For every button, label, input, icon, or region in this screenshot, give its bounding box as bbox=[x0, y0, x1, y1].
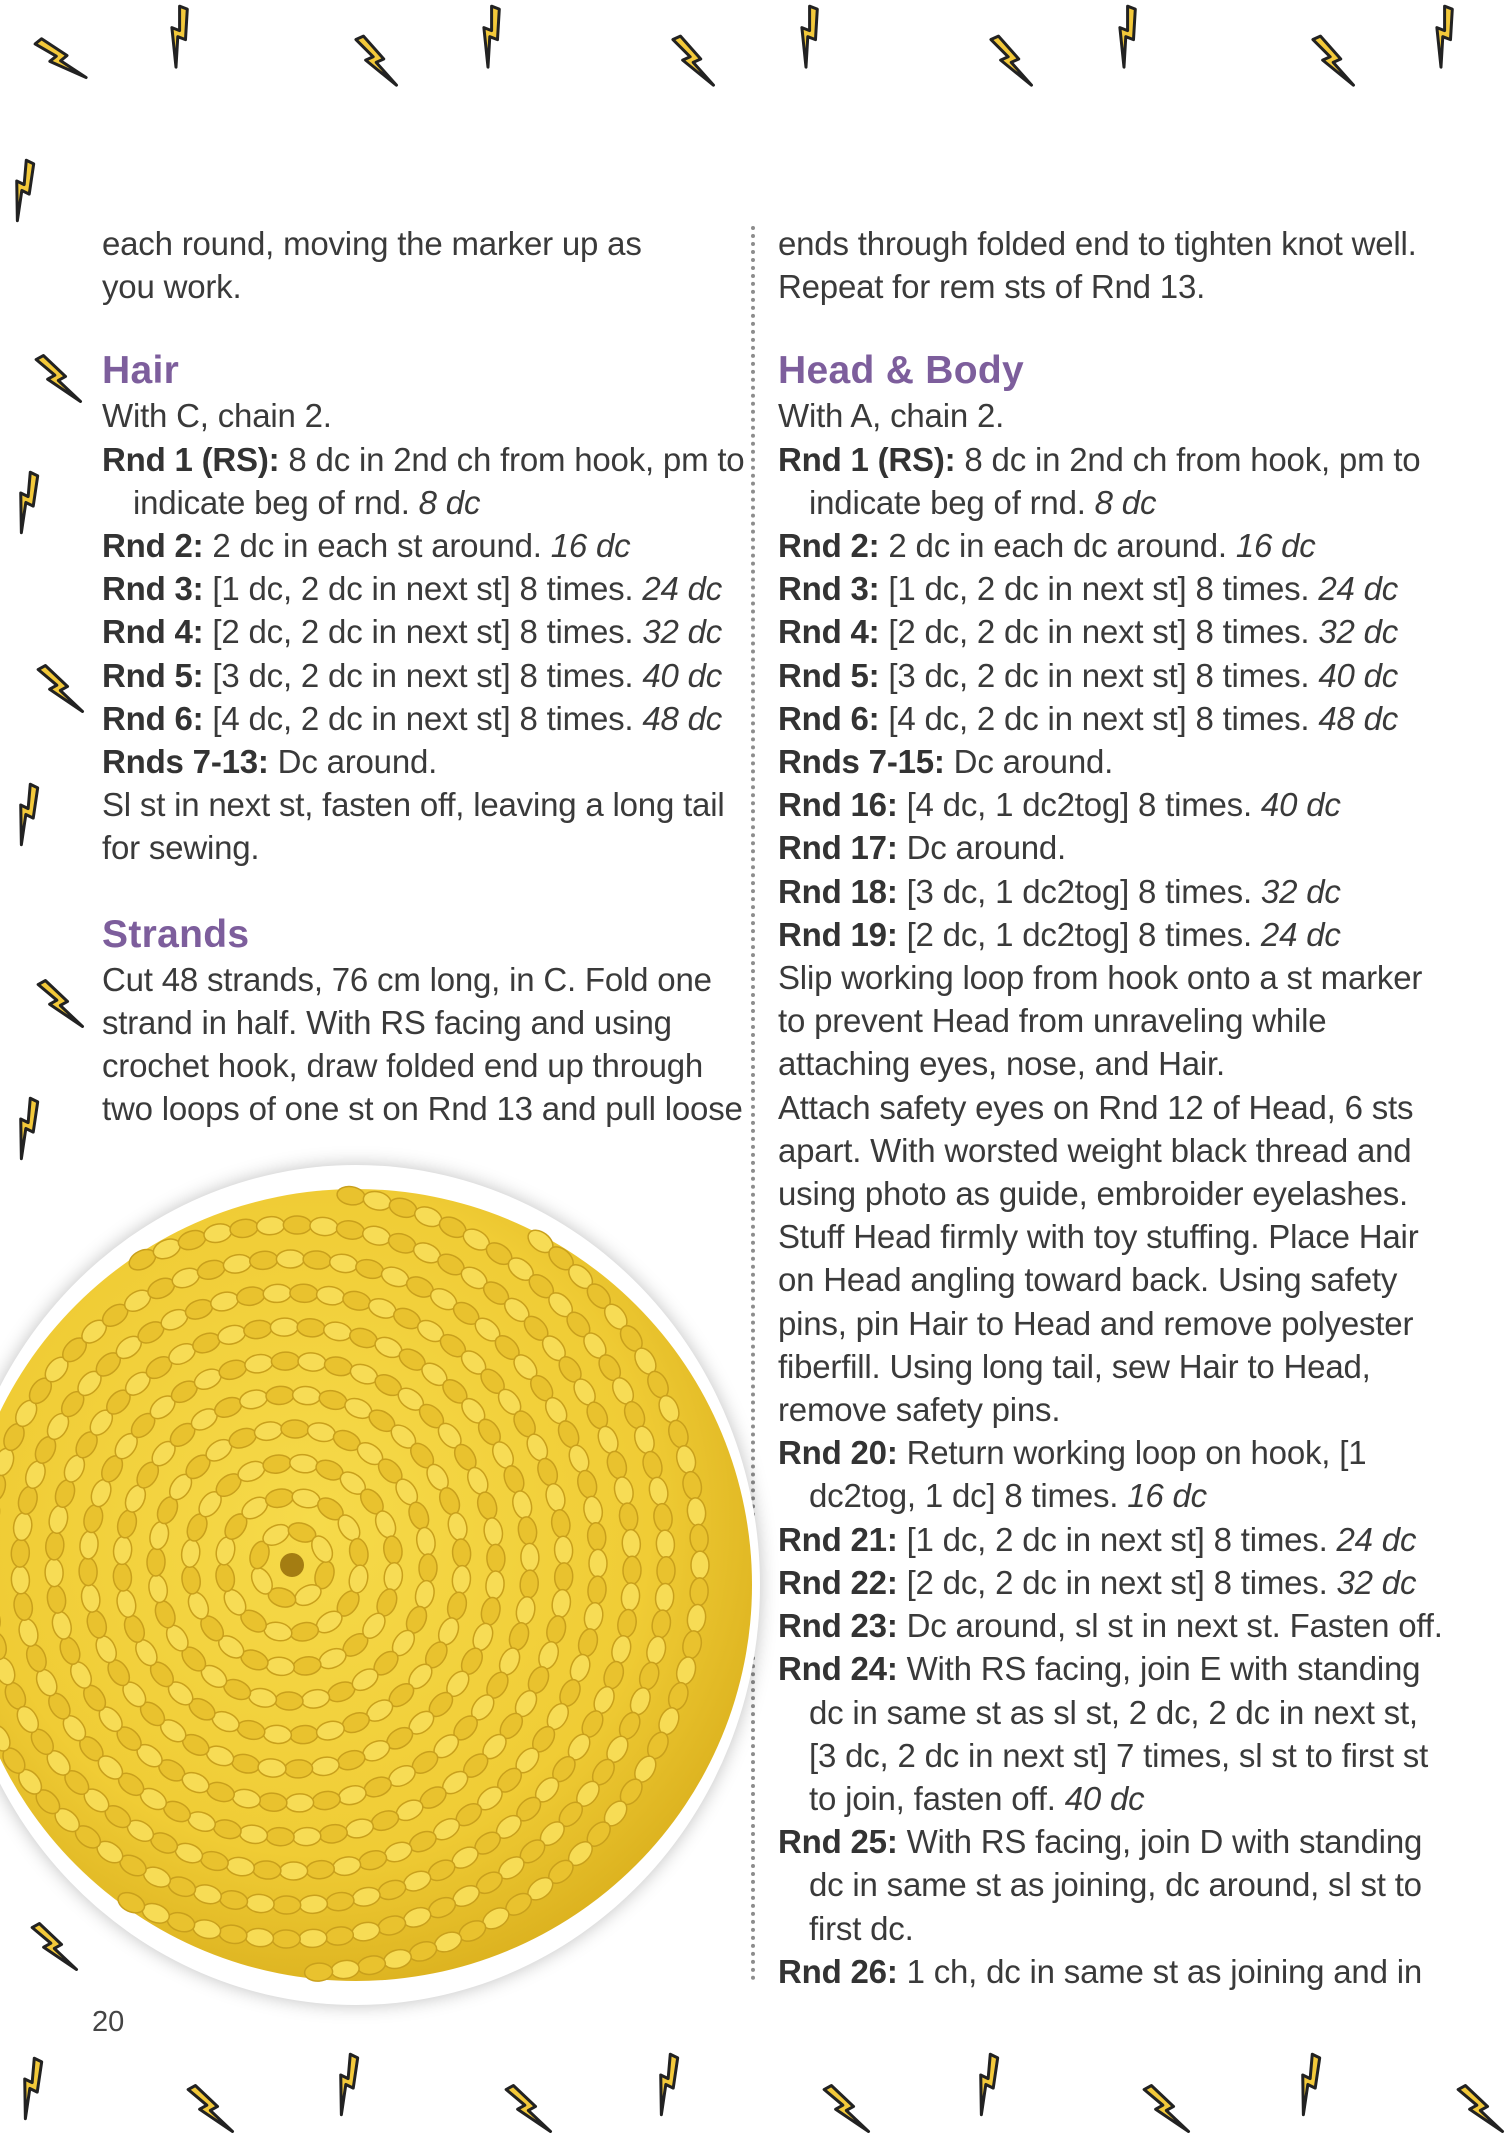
lightning-bolt-icon bbox=[1276, 2050, 1344, 2120]
yarn-stitch bbox=[691, 1551, 709, 1579]
stitch-count: 8 dc bbox=[1094, 483, 1157, 521]
round-label: Rnd 1 (RS): bbox=[778, 440, 956, 478]
instruction-line: Sl st in next st, fasten off, leaving a long tail bbox=[102, 786, 725, 824]
round-label: Rnds 7-13: bbox=[102, 743, 269, 781]
yarn-stitch bbox=[266, 1827, 295, 1846]
round-text: 2 dc in each st around. bbox=[203, 527, 551, 565]
round-label: Rnd 25: bbox=[778, 1823, 898, 1861]
yarn-stitch bbox=[283, 1216, 311, 1234]
instruction-line: Cut 48 strands, 76 cm long, in C. Fold one bbox=[102, 960, 712, 998]
round-text: indicate beg of rnd. bbox=[809, 483, 1095, 521]
spiral-center bbox=[280, 1553, 304, 1577]
round-instruction bbox=[102, 438, 745, 481]
round-text: [2 dc, 2 dc in next st] 8 times. bbox=[879, 613, 1319, 651]
round-continuation bbox=[778, 1777, 1428, 1820]
lightning-bolt-icon bbox=[314, 2050, 382, 2120]
round-text: With RS facing, join E with standing bbox=[897, 1650, 1421, 1688]
lightning-bolt-icon bbox=[353, 29, 402, 93]
lightning-bolt-icon bbox=[670, 29, 719, 93]
round-label: Rnd 19: bbox=[778, 915, 898, 953]
round-continuation bbox=[778, 1474, 1428, 1517]
yarn-stitch bbox=[276, 1250, 304, 1268]
round-text: Dc around. bbox=[268, 743, 438, 781]
round-instruction bbox=[778, 913, 1428, 956]
yarn-stitch bbox=[273, 1896, 301, 1914]
round-text: [3 dc, 2 dc in next st] 8 times. bbox=[203, 656, 643, 694]
section-heading-strands: Strands bbox=[102, 912, 250, 956]
yarn-stitch bbox=[589, 1549, 607, 1577]
round-text: [4 dc, 2 dc in next st] 8 times. bbox=[203, 699, 643, 737]
instruction-line: Slip working loop from hook onto a st marker bbox=[778, 959, 1423, 997]
intro-line: ends through folded end to tighten knot well. bbox=[778, 225, 1417, 262]
round-continuation: dc in same st as joining, dc around, sl st to bbox=[809, 1866, 1422, 1904]
round-text: [4 dc, 2 dc in next st] 8 times. bbox=[879, 699, 1319, 737]
stitch-count: 16 dc bbox=[1235, 527, 1316, 565]
round-instruction bbox=[102, 567, 732, 610]
stitch-count: 32 dc bbox=[642, 613, 723, 651]
stitch-count: 16 dc bbox=[1127, 1477, 1207, 1515]
crochet-spiral-photo bbox=[0, 1165, 760, 2005]
right-column bbox=[778, 222, 1443, 1993]
instruction-line: With A, chain 2. bbox=[778, 397, 1005, 435]
round-instruction bbox=[778, 1431, 1428, 1474]
yarn-stitch bbox=[45, 1558, 64, 1587]
section-heading-hair: Hair bbox=[102, 349, 180, 393]
round-text: Return working loop on hook, [1 bbox=[897, 1434, 1367, 1472]
round-text: [1 dc, 2 dc in next st] 8 times. bbox=[203, 570, 643, 608]
stitch-count: 40 dc bbox=[1318, 656, 1399, 694]
yarn-stitch bbox=[419, 1554, 438, 1582]
round-label: Rnds 7-15: bbox=[778, 743, 945, 781]
intro-line: you work. bbox=[102, 268, 242, 306]
lightning-bolt-icon bbox=[1455, 2076, 1509, 2142]
stitch-count: 16 dc bbox=[550, 527, 631, 565]
lightning-bolt-icon bbox=[459, 2, 525, 72]
stitch-count: 32 dc bbox=[1318, 613, 1399, 651]
round-instruction bbox=[102, 654, 732, 697]
round-label: Rnd 6: bbox=[778, 699, 880, 737]
round-label: Rnd 1 (RS): bbox=[102, 440, 280, 478]
lightning-bolt-icon bbox=[988, 29, 1037, 93]
stitch-count: 24 dc bbox=[1260, 915, 1341, 953]
round-text: [2 dc, 2 dc in next st] 8 times. bbox=[897, 1563, 1337, 1601]
stitch-count: 48 dc bbox=[642, 699, 723, 737]
round-instruction bbox=[778, 610, 1428, 653]
lightning-bolt-icon bbox=[147, 2, 213, 72]
round-continuation: first dc. bbox=[809, 1909, 914, 1947]
instruction-line: pins, pin Hair to Head and remove polyester bbox=[778, 1304, 1414, 1342]
round-text: [4 dc, 1 dc2tog] 8 times. bbox=[897, 786, 1261, 824]
lightning-bolt-icon bbox=[32, 24, 93, 93]
round-instruction bbox=[778, 567, 1428, 610]
round-label: Rnd 5: bbox=[102, 656, 204, 694]
crochet-spiral-image bbox=[0, 1165, 760, 2005]
round-text: 2 dc in each dc around. bbox=[879, 527, 1236, 565]
round-label: Rnd 3: bbox=[778, 570, 880, 608]
yarn-stitch bbox=[554, 1563, 573, 1592]
stitch-count: 40 dc bbox=[1260, 786, 1341, 824]
lightning-bolt-icon bbox=[0, 1094, 62, 1164]
yarn-stitch bbox=[11, 1539, 30, 1568]
lightning-bolt-icon bbox=[634, 2050, 702, 2120]
round-text: Dc around. bbox=[944, 743, 1114, 781]
round-label: Rnd 18: bbox=[778, 872, 898, 910]
round-text: Dc around, sl st in next st. Fasten off. bbox=[897, 1607, 1443, 1645]
round-label: Rnd 17: bbox=[778, 829, 898, 867]
round-instruction bbox=[102, 610, 732, 653]
instruction-line: two loops of one st on Rnd 13 and pull loose bbox=[102, 1090, 743, 1128]
round-label: Rnd 3: bbox=[102, 570, 204, 608]
lightning-bolt-icon bbox=[33, 346, 87, 412]
round-continuation: [3 dc, 2 dc in next st] 7 times, sl st to first st bbox=[809, 1736, 1429, 1774]
lightning-bolt-icon bbox=[777, 2, 843, 72]
round-text: [2 dc, 2 dc in next st] 8 times. bbox=[203, 613, 643, 651]
round-text: indicate beg of rnd. bbox=[133, 483, 419, 521]
round-label: Rnd 23: bbox=[778, 1607, 898, 1645]
page-number: 20 bbox=[92, 2006, 125, 2038]
yarn-stitch bbox=[271, 1352, 300, 1371]
lightning-bolt-icon bbox=[29, 1914, 83, 1980]
yarn-stitch bbox=[272, 1930, 300, 1948]
lightning-bolt-icon bbox=[1095, 2, 1161, 72]
yarn-stitch bbox=[79, 1557, 98, 1586]
round-instruction bbox=[778, 740, 1428, 783]
round-label: Rnd 26: bbox=[778, 1952, 898, 1990]
round-label: Rnd 4: bbox=[102, 613, 204, 651]
round-text: [2 dc, 1 dc2tog] 8 times. bbox=[897, 915, 1261, 953]
round-instruction bbox=[778, 870, 1428, 913]
stitch-count: 24 dc bbox=[1318, 570, 1399, 608]
round-instruction bbox=[102, 524, 732, 567]
round-text: to join, fasten off. bbox=[809, 1779, 1065, 1817]
stitch-count: 8 dc bbox=[418, 483, 481, 521]
round-label: Rnd 22: bbox=[778, 1563, 898, 1601]
round-instruction bbox=[778, 1604, 1443, 1647]
stitch-count: 32 dc bbox=[1260, 872, 1341, 910]
yarn-stitch bbox=[281, 1420, 309, 1439]
instruction-line: apart. With worsted weight black thread and bbox=[778, 1131, 1412, 1169]
round-instruction bbox=[778, 1518, 1428, 1561]
yarn-stitch bbox=[147, 1548, 166, 1576]
lightning-bolt-icon bbox=[0, 468, 62, 538]
yarn-stitch bbox=[284, 1759, 313, 1778]
lightning-bolt-icon bbox=[35, 656, 89, 722]
instruction-line: to prevent Head from unraveling while bbox=[778, 1002, 1327, 1040]
instruction-line: for sewing. bbox=[102, 829, 260, 867]
lightning-bolt-icon bbox=[1310, 29, 1359, 93]
instruction-line: remove safety pins. bbox=[778, 1391, 1061, 1429]
instruction-line: Stuff Head firmly with toy stuffing. Place Hair bbox=[778, 1218, 1419, 1256]
round-text: [1 dc, 2 dc in next st] 8 times. bbox=[897, 1520, 1337, 1558]
lightning-bolt-icon bbox=[0, 780, 62, 850]
lightning-bolt-icon bbox=[1141, 2076, 1195, 2142]
round-instruction bbox=[102, 740, 732, 783]
stitch-count: 40 dc bbox=[1064, 1779, 1145, 1817]
section-heading-head-body: Head & Body bbox=[778, 349, 1025, 393]
round-text: 8 dc in 2nd ch from hook, pm to bbox=[955, 440, 1421, 478]
lightning-bolt-icon bbox=[821, 2076, 875, 2142]
round-text: dc2tog, 1 dc] 8 times. bbox=[809, 1477, 1128, 1515]
round-label: Rnd 16: bbox=[778, 786, 898, 824]
round-instruction bbox=[778, 1820, 1428, 1863]
body-rounds-list bbox=[778, 524, 1428, 956]
round-text: [3 dc, 2 dc in next st] 8 times. bbox=[879, 656, 1319, 694]
lightning-bolt-icon bbox=[35, 971, 89, 1037]
lightning-bolt-icon bbox=[1412, 2, 1478, 72]
yarn-stitch bbox=[623, 1556, 641, 1584]
round-label: Rnd 6: bbox=[102, 699, 204, 737]
round-continuation bbox=[778, 481, 1428, 524]
column-divider bbox=[751, 226, 755, 1982]
round-label: Rnd 21: bbox=[778, 1520, 898, 1558]
round-instruction bbox=[778, 1950, 1428, 1993]
round-text: With RS facing, join D with standing bbox=[897, 1823, 1423, 1861]
instruction-line: With C, chain 2. bbox=[102, 397, 332, 435]
round-label: Rnd 24: bbox=[778, 1650, 898, 1688]
round-instruction bbox=[778, 1561, 1428, 1604]
instruction-line: strand in half. With RS facing and using bbox=[102, 1003, 672, 1041]
intro-line: each round, moving the marker up as bbox=[102, 225, 642, 262]
stitch-count: 48 dc bbox=[1318, 699, 1399, 737]
round-instruction bbox=[778, 438, 1428, 481]
instruction-line: fiberfill. Using long tail, sew Hair to Head, bbox=[778, 1347, 1371, 1385]
intro-line: Repeat for rem sts of Rnd 13. bbox=[778, 268, 1206, 306]
lightning-bolt-icon bbox=[503, 2076, 557, 2142]
yarn-stitch bbox=[270, 1318, 299, 1337]
round-instruction bbox=[778, 697, 1428, 740]
round-text: Dc around. bbox=[897, 829, 1067, 867]
yarn-stitch bbox=[285, 1793, 314, 1812]
stitch-count: 24 dc bbox=[1336, 1520, 1417, 1558]
yarn-stitch bbox=[657, 1557, 675, 1585]
round-label: Rnd 4: bbox=[778, 613, 880, 651]
stitch-count: 40 dc bbox=[642, 656, 723, 694]
round-label: Rnd 20: bbox=[778, 1434, 898, 1472]
yarn-stitch bbox=[486, 1544, 505, 1573]
round-text: 8 dc in 2nd ch from hook, pm to bbox=[279, 440, 745, 478]
instruction-line: on Head angling toward back. Using safety bbox=[778, 1261, 1398, 1299]
round-label: Rnd 5: bbox=[778, 656, 880, 694]
round-text: [3 dc, 1 dc2tog] 8 times. bbox=[897, 872, 1261, 910]
round-instruction bbox=[778, 1647, 1428, 1690]
lightning-bolt-icon bbox=[954, 2050, 1022, 2120]
yarn-stitch bbox=[280, 1862, 308, 1880]
lightning-bolt-icon bbox=[185, 2076, 239, 2142]
instruction-line: Attach safety eyes on Rnd 12 of Head, 6 sts bbox=[778, 1088, 1414, 1126]
lightning-bolt-icon bbox=[0, 156, 58, 226]
left-column bbox=[102, 222, 745, 1130]
hair-rounds-list bbox=[102, 524, 732, 783]
round-instruction bbox=[778, 783, 1428, 826]
round-label: Rnd 2: bbox=[102, 527, 204, 565]
yarn-stitch bbox=[520, 1543, 539, 1572]
round-continuation bbox=[102, 481, 732, 524]
yarn-stitch bbox=[290, 1284, 319, 1303]
instruction-line: attaching eyes, nose, and Hair. bbox=[778, 1045, 1225, 1083]
round-label: Rnd 2: bbox=[778, 527, 880, 565]
instruction-line: using photo as guide, embroider eyelashes. bbox=[778, 1175, 1409, 1213]
yarn-stitch bbox=[275, 1692, 303, 1711]
stitch-count: 24 dc bbox=[642, 570, 723, 608]
round-instruction bbox=[778, 654, 1428, 697]
round-text: 1 ch, dc in same st as joining and in bbox=[897, 1952, 1422, 1990]
instruction-line: crochet hook, draw folded end up through bbox=[102, 1047, 704, 1085]
round-continuation: dc in same st as sl st, 2 dc, 2 dc in next st, bbox=[809, 1693, 1418, 1731]
round-instruction bbox=[102, 697, 732, 740]
assembly-instructions bbox=[778, 956, 1428, 1431]
round-text: [1 dc, 2 dc in next st] 8 times. bbox=[879, 570, 1319, 608]
stitch-count: 32 dc bbox=[1336, 1563, 1417, 1601]
round-instruction bbox=[778, 524, 1428, 567]
round-instruction bbox=[778, 826, 1428, 869]
lightning-bolt-icon bbox=[0, 2054, 66, 2124]
